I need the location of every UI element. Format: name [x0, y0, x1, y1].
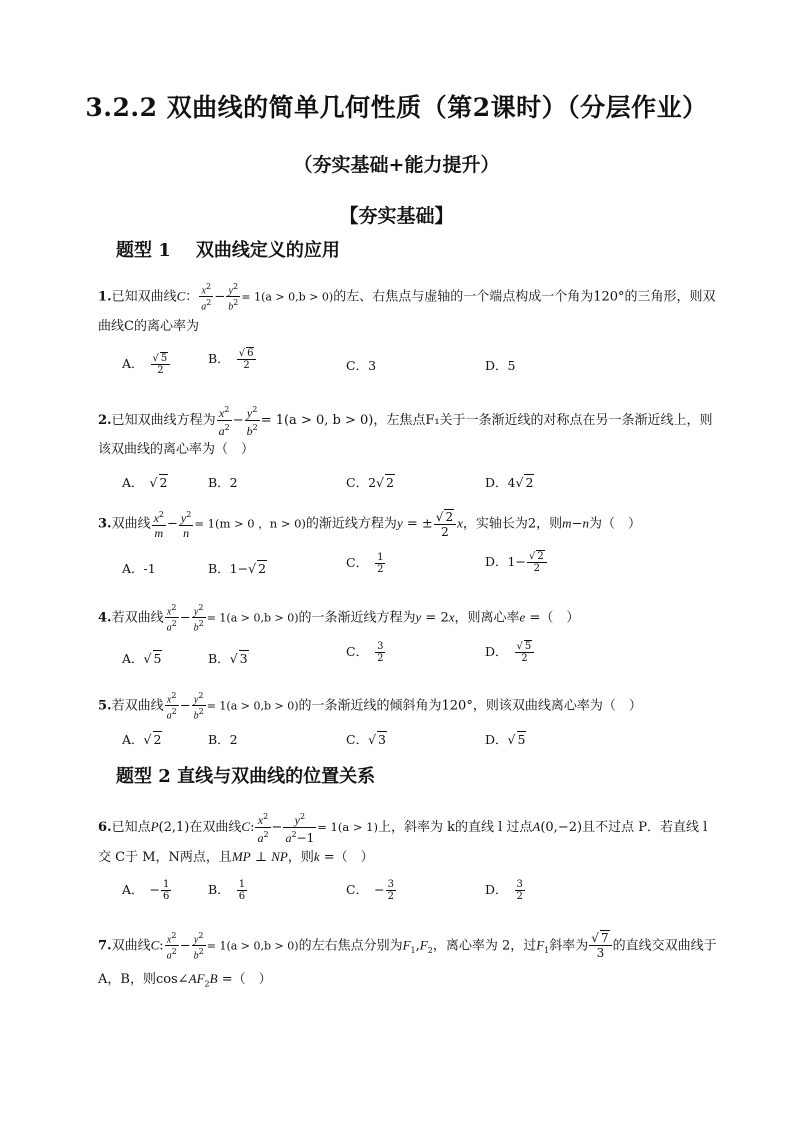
question-6-number: 6. [98, 820, 112, 835]
question-6-pre: 已知点 [111, 820, 151, 835]
question-5-post: 的一条渐近线的倾斜角为120°，则该双曲线离心率为（ ） [298, 698, 642, 714]
question-3-mid: 的渐近线方程为 [305, 516, 397, 532]
question-7-post: 的左右焦点分别为 [298, 938, 403, 954]
question-4-pre: 若双曲线 [111, 610, 164, 626]
q3-option-b: B．1−√ 2 [208, 561, 267, 576]
question-3-tail: 为（ ） [588, 516, 641, 532]
question-7-pre: 双曲线 [111, 938, 151, 954]
question-7: 7.双曲线C: $\frac{x^2}{a^2}$ − $\frac{y^2}{b^2}$ = 1(a > 0,b > 0)的左右焦点分别为$F_1,F_2$，离心率为 2，过$F_1$斜率为 $\frac{√ 7}{3}$ 的直线交双曲线于 [98, 931, 717, 962]
question-4-number: 4. [98, 610, 112, 626]
question-6-tail: 且不过点 P．若直线 l [582, 820, 708, 835]
type-1-heading [116, 236, 340, 262]
type-1-name: 双曲线定义的应用 [195, 240, 340, 261]
q1-option-a: A． $\frac{√ 5}{2}$ [122, 353, 171, 376]
question-1-pre: 已知双曲线 [111, 289, 177, 305]
q4-option-c: C． $\frac{3}{2}$ [346, 641, 384, 664]
q2-option-c: C．2√ 2 [346, 475, 394, 490]
question-5-condition: = 1(a > 0,b > 0) [206, 699, 299, 713]
question-4: 4.若双曲线 $\frac{x^2}{a^2}$ − $\frac{y^2}{b^2}$ = 1(a > 0,b > 0)的一条渐近线方程为y = 2x，则离心率e =（ ） [98, 603, 580, 634]
q2-option-d: D．4√ 2 [485, 475, 534, 490]
question-4-mid: 的一条渐近线方程为 [298, 610, 416, 626]
q6-option-b: B． $\frac{1}{6}$ [208, 879, 246, 902]
q6-option-d: D． $\frac{3}{2}$ [485, 879, 523, 902]
question-3-number: 3. [98, 516, 112, 532]
question-3-pre: 双曲线 [111, 516, 151, 532]
type-1-label: 题型 1 [116, 240, 171, 261]
question-3-condition: = 1(m > 0 ，n > 0) [194, 516, 306, 531]
question-7-condition: = 1(a > 0,b > 0) [206, 939, 299, 953]
section-heading: 【夯实基础】 [339, 205, 454, 227]
q3-option-d: D．1− $\frac{√ 2}{2}$ [485, 551, 548, 574]
question-4-condition: = 1(a > 0,b > 0) [206, 611, 299, 625]
type-2-heading [116, 762, 375, 788]
question-7-post2: ，离心率为 2，过 [432, 938, 537, 954]
q4-option-d: D． $\frac{√ 5}{2}$ [485, 641, 535, 664]
q1-option-d: D．5 [485, 358, 516, 373]
q1-option-b: B． $\frac{√ 6}{2}$ [208, 348, 257, 371]
question-2: 2.已知双曲线方程为 $\frac{x^2}{a^2}$ − $\frac{y^2}{b^2}$ = 1(a > 0, b > 0)，左焦点F₁关于一条渐近线的对称点在另一条渐近线上，则 [98, 405, 713, 438]
question-4-post: ，则离心率 [454, 610, 520, 626]
question-1-number: 1. [98, 289, 112, 305]
question-6-post: 上，斜率为 k的直线 l 过点 [377, 820, 533, 835]
q2-option-a: A． √ 2 [122, 475, 168, 490]
question-1-post: 的左、右焦点与虚轴的一个端点构成一个角为120°的三角形，则双 [333, 289, 716, 305]
question-1: 1.已知双曲线C： $\frac{x^2}{a^2}$ − $\frac{y^2}{b^2}$ = 1(a > 0,b > 0)的左、右焦点与虚轴的一个端点构成一个角为120°的三角形，则双 [98, 282, 716, 313]
q5-option-c: C．√ 3 [346, 732, 386, 747]
question-4-tail: （ ） [540, 610, 580, 626]
q3-option-c: C． $\frac{1}{2}$ [346, 552, 384, 575]
q4-option-a: A．√ 5 [122, 651, 162, 666]
question-7-post4: 的直线交双曲线于 [612, 938, 717, 954]
question-6: 6.已知点P(2,1)在双曲线C: $\frac{x^2}{a^2}$ − $\frac{y^2}{a^2-1}$ = 1(a > 1)上，斜率为 k的直线 l 过点A(0,−2)且不过点 P．若直线 l [98, 812, 708, 845]
question-5-pre: 若双曲线 [111, 698, 164, 714]
q6-option-a: A． − $\frac{1}{6}$ [122, 879, 170, 902]
question-2-line2: 该双曲线的离心率为（ ） [98, 442, 255, 457]
q2-option-b: B．2 [208, 475, 238, 490]
type-2-name: 直线与双曲线的位置关系 [177, 766, 376, 787]
q5-option-d: D．√ 5 [485, 732, 526, 747]
question-1-condition: = 1(a > 0,b > 0) [241, 290, 334, 304]
question-7-line2: A，B，则$\cos\angle AF_2B$ =（ ） [98, 971, 272, 989]
question-1-line2: 曲线C的离心率为 [98, 319, 199, 334]
question-6-condition: = 1(a > 1) [317, 820, 378, 834]
q1-option-c: C．3 [346, 358, 377, 373]
question-3-post: ，实轴长为2，则 [462, 516, 563, 532]
question-2-number: 2. [98, 413, 112, 428]
q3-option-a: A．-1 [122, 561, 156, 576]
page-title: 3.2.2 双曲线的简单几何性质（第2课时）（分层作业） [85, 93, 708, 122]
q6-option-c: C． − $\frac{3}{2}$ [346, 879, 394, 902]
question-6-line2: 交 C于 M，N两点，且MP ⊥ NP，则k =（ ） [98, 849, 374, 865]
question-2-pre: 已知双曲线方程为 [111, 413, 216, 428]
question-3: 3.双曲线 $\frac{x^2}{m}$ − $\frac{y^2}{n}$ = 1(m > 0 ，n > 0)的渐近线方程为y = ± $\frac{√ 2}{2}$ x，实轴长为2，则m−n为（ ） [98, 509, 641, 540]
question-7-number: 7. [98, 938, 112, 954]
page-subtitle: （夯实基础+能力提升） [293, 154, 500, 176]
question-5-number: 5. [98, 698, 112, 714]
q5-option-a: A．√ 2 [122, 732, 162, 747]
question-7-post3: 斜率为 [549, 938, 589, 954]
q5-option-b: B．2 [208, 732, 238, 747]
question-6-mid: 在双曲线 [189, 820, 242, 835]
question-2-condition: = 1(a > 0, b > 0) [260, 413, 374, 428]
type-2-label: 题型 2 [116, 766, 171, 787]
question-5: 5.若双曲线 $\frac{x^2}{a^2}$ − $\frac{y^2}{b^2}$ = 1(a > 0,b > 0)的一条渐近线的倾斜角为120°，则该双曲线离心率为（ ） [98, 691, 642, 722]
q4-option-b: B．√ 3 [208, 651, 248, 666]
question-2-post: ，左焦点F₁关于一条渐近线的对称点在另一条渐近线上，则 [373, 413, 713, 428]
